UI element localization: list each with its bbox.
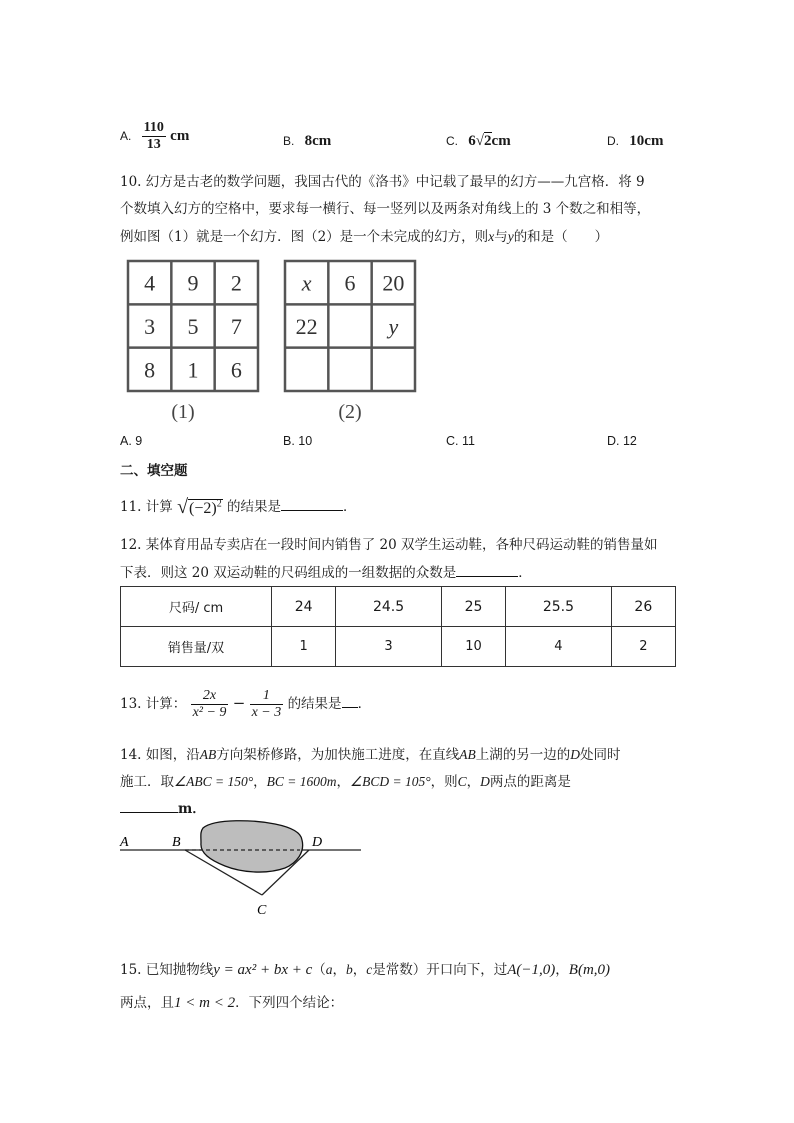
text: 例如图（1）就是一个幻方．图（2）是一个未完成的幻方，则 — [120, 229, 489, 245]
text: 方向架桥修路，为加快施工进度，在直线 — [216, 747, 460, 763]
table-cell: 24 — [272, 587, 336, 627]
q10-line1: 10. 幻方是古老的数学问题，我国古代的《洛书》中记载了最早的幻方——九宫格．将 9 — [120, 174, 645, 190]
answer-blank[interactable] — [120, 800, 178, 813]
table-row — [121, 587, 676, 627]
figure-caption-1: (1) — [171, 401, 195, 423]
segment-ab: AB — [459, 747, 476, 762]
table-header-count: 销售量/双 — [121, 627, 272, 667]
text: ， — [332, 962, 347, 978]
radicand: 2 — [484, 133, 492, 149]
grid-cell: 3 — [144, 314, 156, 339]
table-row — [121, 627, 676, 667]
figure-caption-2: (2) — [338, 401, 362, 423]
q15-line1 — [120, 958, 610, 979]
text: ， — [352, 962, 367, 978]
text: 是常数）开口向下，过 — [372, 962, 508, 978]
text: 两点的距离是 — [489, 774, 571, 790]
point-c: C — [457, 774, 467, 789]
text: 13. 计算： — [120, 696, 187, 713]
radicand — [188, 499, 223, 517]
text: ， — [466, 774, 481, 790]
q9-option-c — [446, 133, 511, 150]
grid-cell: 9 — [187, 270, 199, 296]
table-header-size: 尺码/ cm — [121, 587, 272, 627]
table-cell: 4 — [506, 627, 612, 667]
q9-option-a — [120, 120, 189, 153]
table-cell: 24.5 — [336, 587, 442, 627]
text: ，则 — [430, 774, 458, 790]
option-letter: A. — [120, 129, 132, 144]
grid-cell: 6 — [344, 270, 356, 296]
table-cell: 2 — [611, 627, 675, 667]
q14-line2 — [120, 770, 571, 790]
text: 处同时 — [580, 747, 621, 763]
q12-line1: 12. 某体育用品专卖店在一段时间内销售了 20 双学生运动鞋，各种尺码运动鞋的销售量如 — [120, 537, 658, 553]
option-value: 8cm — [304, 133, 332, 149]
table-cell: 10 — [441, 627, 505, 667]
fraction-denominator: 13 — [146, 137, 161, 153]
q9-option-d — [607, 133, 663, 150]
inequality: 1 < m < 2 — [174, 995, 236, 1011]
angle-abc: ∠ABC = 150° — [174, 774, 254, 789]
fraction-2 — [250, 688, 284, 721]
label-a: A — [120, 835, 129, 850]
magic-square-2 — [285, 261, 415, 391]
sqrt-expression — [177, 496, 223, 519]
q11 — [120, 495, 357, 519]
table-cell: 25.5 — [506, 587, 612, 627]
point-d: D — [480, 774, 490, 789]
q14-line3 — [120, 797, 206, 817]
option-letter: D. — [607, 134, 619, 148]
label-b: B — [172, 835, 181, 850]
parabola-equation: y = ax² + bx + c — [213, 962, 313, 978]
text: ， — [336, 774, 350, 790]
unit: cm — [170, 128, 190, 145]
grid-cell: 6 — [230, 357, 242, 383]
fraction-numerator: 1 — [250, 688, 284, 705]
q10-option-a: A. 9 — [120, 434, 143, 448]
option-letter: C. — [446, 134, 458, 148]
grid-cell: 20 — [382, 270, 405, 296]
fraction-denominator: x − 3 — [251, 705, 282, 721]
text: ． — [518, 565, 532, 581]
grid-cell: y — [388, 314, 399, 339]
q10-option-c: C. 11 — [446, 434, 475, 448]
section-title: 二、填空题 — [120, 463, 188, 479]
table-cell: 25 — [441, 587, 505, 627]
lake-shape — [201, 821, 303, 872]
q10-option-b: B. 10 — [283, 434, 313, 448]
q14-line1 — [120, 743, 621, 763]
grid-cell: 7 — [230, 314, 242, 339]
text: ． — [343, 499, 357, 515]
fraction-denominator: x² − 9 — [192, 705, 227, 721]
text: ， — [555, 962, 569, 978]
fraction-numerator: 2x — [191, 688, 229, 705]
text: 15. 已知抛物线 — [120, 962, 214, 978]
table-cell: 26 — [611, 587, 675, 627]
unit: m． — [178, 801, 206, 817]
fraction-1 — [191, 688, 229, 721]
grid-cell: x — [301, 270, 312, 296]
q10-option-d: D. 12 — [607, 434, 637, 448]
text: 上湖的另一边的 — [475, 747, 571, 763]
fraction — [142, 120, 166, 153]
q15-line2 — [120, 991, 343, 1012]
text: （ — [312, 962, 326, 978]
answer-blank[interactable] — [281, 498, 343, 511]
length-bc: BC = 1600m — [266, 774, 337, 789]
coefficient: 6 — [468, 133, 476, 149]
option-letter: B. — [283, 134, 295, 148]
q9-option-b — [283, 133, 331, 150]
label-d: D — [312, 835, 323, 850]
exponent: 2 — [216, 498, 222, 510]
coef-b: b — [346, 962, 353, 977]
table-cell: 1 — [272, 627, 336, 667]
text: ． — [357, 696, 372, 713]
q10-line2: 个数填入幻方的空格中，要求每一横行、每一竖列以及两条对角线上的 3 个数之和相等， — [120, 201, 651, 217]
text: 的结果是 — [227, 499, 282, 515]
table-cell: 3 — [336, 627, 442, 667]
coef-a: a — [325, 962, 333, 977]
angle-bcd: ∠BCD = 105° — [349, 774, 431, 789]
grid-cell: 1 — [187, 357, 199, 383]
grid-cell: 2 — [230, 270, 242, 296]
radical-sign: √ — [475, 133, 485, 149]
text: 14. 如图，沿 — [120, 747, 200, 763]
label-c: C — [257, 903, 267, 918]
text: 下表．则这 20 双运动鞋的尺码组成的一组数据的众数是 — [120, 565, 457, 581]
shoe-size-table — [120, 586, 676, 667]
coef-c: c — [366, 962, 373, 977]
magic-square-1 — [128, 261, 258, 391]
magic-squares-figure — [120, 255, 420, 425]
text: 11. 计算 — [120, 499, 173, 515]
text: 的结果是 — [287, 696, 342, 713]
q13 — [120, 688, 371, 721]
segment-ab: AB — [199, 747, 217, 762]
grid-cell: 5 — [187, 314, 199, 339]
lake-bridge-figure — [115, 818, 370, 923]
grid-cell: 8 — [144, 357, 156, 383]
text: 两点，且 — [120, 995, 174, 1011]
text: ．下列四个结论： — [235, 995, 344, 1011]
fraction-numerator: 110 — [142, 120, 166, 137]
minus-sign: − — [232, 694, 246, 713]
grid-cell: 22 — [295, 314, 318, 339]
text: 施工．取 — [120, 774, 174, 790]
q12-line2 — [120, 561, 532, 581]
option-value: 10cm — [629, 133, 664, 149]
grid-cell: 4 — [144, 270, 156, 296]
answer-blank[interactable] — [456, 564, 518, 577]
var-y: y — [507, 229, 514, 244]
text: ， — [253, 774, 267, 790]
point-d: D — [570, 747, 581, 762]
answer-blank[interactable] — [342, 695, 358, 708]
q10-line3 — [120, 225, 608, 245]
point-b: B(m,0) — [568, 962, 611, 978]
var-x: x — [488, 229, 495, 244]
radicand-value: (−2) — [189, 500, 217, 517]
unit: cm — [491, 133, 511, 149]
radical-sign: √ — [177, 496, 189, 518]
point-a: A(−1,0) — [507, 962, 556, 978]
text: 的和是（ ） — [513, 229, 609, 245]
text: 与 — [494, 229, 508, 245]
